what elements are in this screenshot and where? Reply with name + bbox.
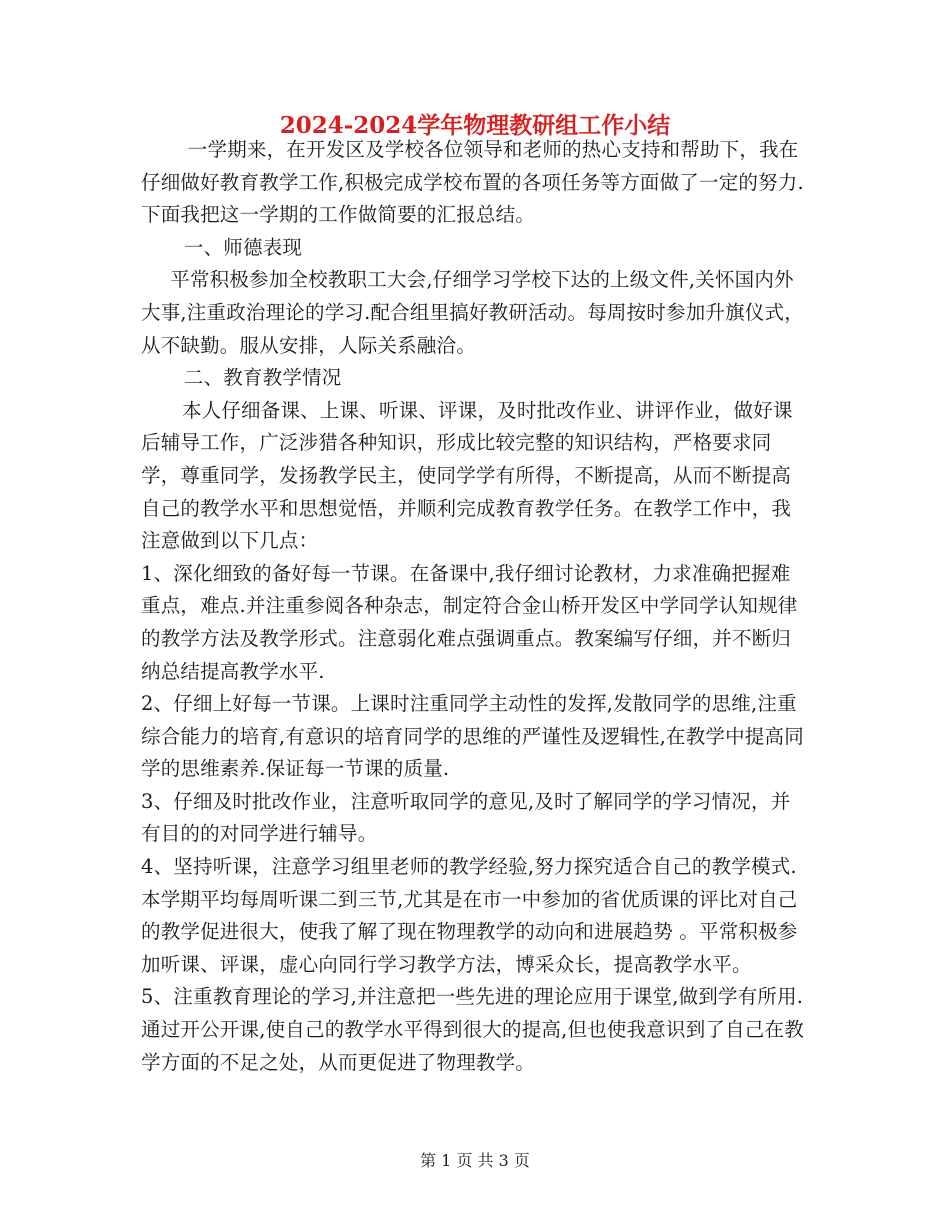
document-title: 2024-2024学年物理教研组工作小结 — [279, 112, 671, 139]
list-item-2: 2、仔细上好每一节课。上课时注重同学主动性的发挥,发散同学的思维,注重综合能力的培育,有意识的培育同学的思维的严谨性及逻辑性,在教学中提高同学的思维素养.保证每一节课的质量. — [141, 692, 804, 781]
heading-teaching: 二、教育教学情况 — [183, 366, 342, 390]
heading-ethics: 一、师德表现 — [183, 235, 303, 259]
paragraph-ethics: 平常积极参加全校教职工大会,仔细学习学校下达的上级文件,关怀国内外大事,注重政治理论的学习.配合组里搞好教研活动。每周按时参加升旗仪式，从不缺勤。服从安排，人际关系融洽。 — [141, 268, 804, 357]
paragraph-intro: 一学期来，在开发区及学校各位领导和老师的热心支持和帮助下，我在仔细做好教育教学工作,积极完成学校布置的各项任务等方面做了一定的努力.下面我把这一学期的工作做简要的汇报总结。 — [141, 138, 804, 227]
paragraph-teaching: 本人仔细备课、上课、听课、评课，及时批改作业、讲评作业，做好课后辅导工作，广泛涉猎各种知识，形成比较完整的知识结构，严格要求同学，尊重同学，发扬教学民主，使同学学有所得，不断提高，从而不断提高自己的教学水平和思想觉悟，并顺利完成教育教学任务。在教学工作中，我注意做到以下几点： — [141, 398, 793, 553]
list-item-1: 1、深化细致的备好每一节课。在备课中,我仔细讨论教材，力求准确把握难重点，难点.并注重参阅各种杂志，制定符合金山桥开发区中学同学认知规律的教学方法及教学形式。注意弱化难点强调重点。教案编写仔细，并不断归纳总结提高教学水平. — [141, 561, 798, 683]
document-body — [141, 134, 809, 1079]
list-item-4: 4、坚持听课，注意学习组里老师的教学经验,努力探究适合自己的教学模式.本学期平均每周听课二到三节,尤其是在市一中参加的省优质课的评比对自己的教学促进很大，使我了解了现在物理教学的动向和进展趋势 。平常积极参加听课、评课，虚心向同行学习教学方法，博采众长，提高教学水平。 — [141, 855, 798, 976]
list-item-5: 5、注重教育理论的学习,并注意把一些先进的理论应用于课堂,做到学有所用. 通过开公开课,使自己的教学水平得到很大的提高,但也使我意识到了自己在教学方面的不足之处，从而更促进了物理教学。 — [141, 985, 804, 1074]
list-item-3: 3、仔细及时批改作业，注意听取同学的意见,及时了解同学的学习情况，并有目的的对同学进行辅导。 — [141, 789, 791, 846]
page-footer: 第 1 页 共 3 页 — [420, 1151, 530, 1170]
